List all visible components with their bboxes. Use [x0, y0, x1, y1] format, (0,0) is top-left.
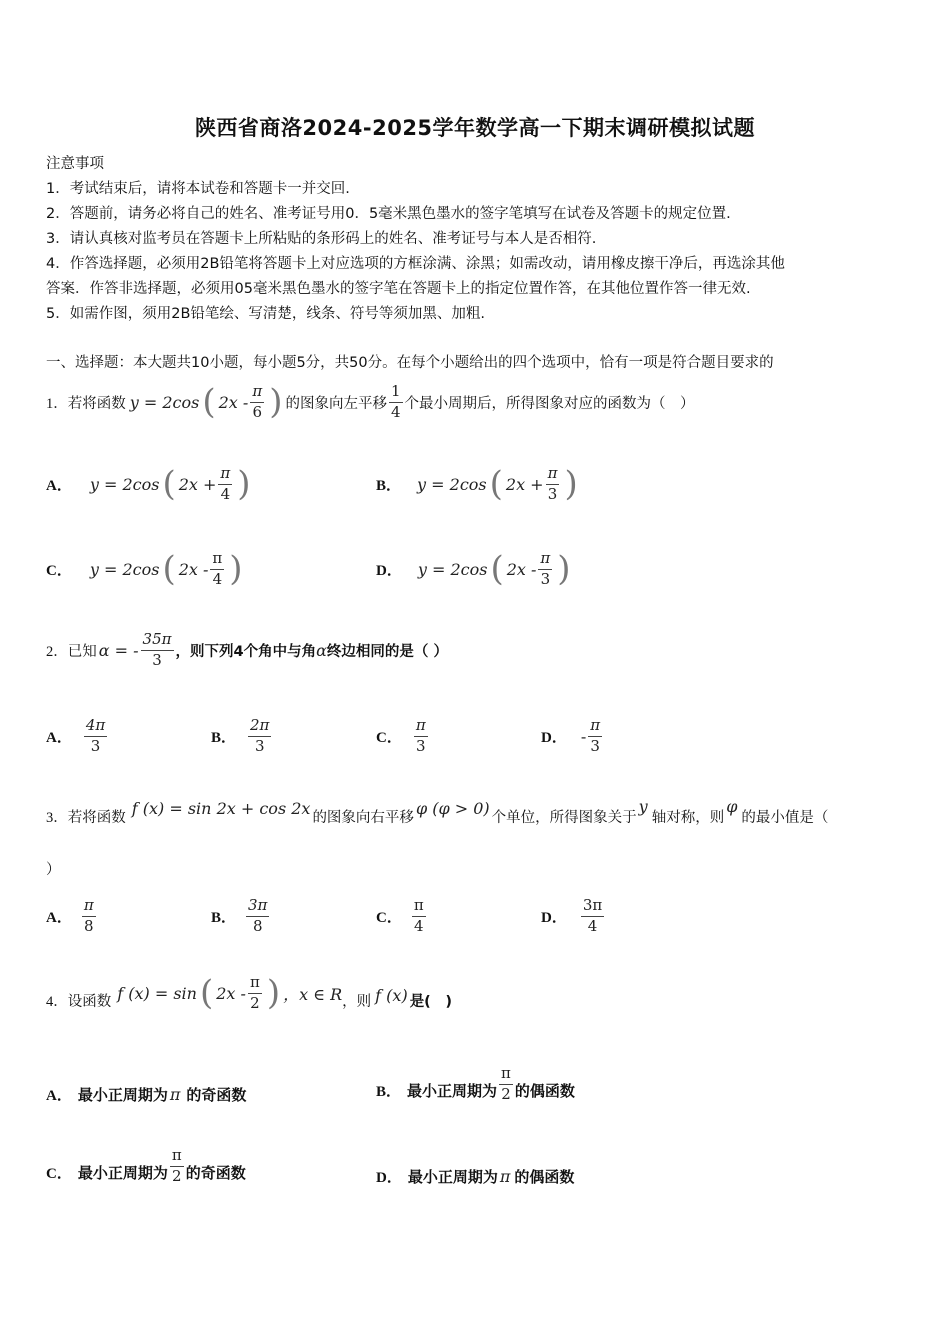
- inner-expr: 2x -: [216, 983, 246, 1003]
- question-text: 的最小值是（: [741, 809, 829, 826]
- fraction: $\frac{\pi}{2}$: [249, 972, 260, 1012]
- option-expr: y = 2cos: [89, 474, 160, 494]
- function-expr: f (x) = sin 2x + cos 2x: [131, 798, 311, 818]
- option-d[interactable]: [541, 892, 606, 940]
- option-text: 的偶函数: [514, 1167, 575, 1186]
- option-text: 最小正周期为: [77, 1085, 168, 1104]
- option-c[interactable]: [46, 545, 246, 593]
- fraction: $\frac{\pi}{6}$: [252, 381, 263, 421]
- left-paren: (: [162, 464, 176, 504]
- right-paren: ): [557, 549, 571, 589]
- notice-item: 答案．作答非选择题，必须用05毫米黑色墨水的签字笔在答题卡上的指定位置作答，在其他位置作答一律无效.: [46, 281, 751, 297]
- option-letter: A．: [46, 477, 72, 494]
- question-text: 轴对称，则: [651, 809, 725, 826]
- fraction: $\frac{\pi}{8}$: [83, 895, 94, 935]
- question-text: ，则下列4个角中与角: [175, 643, 317, 660]
- fraction: $\frac{\pi}{4}$: [413, 895, 424, 935]
- option-letter: C．: [46, 1165, 72, 1182]
- inner-expr: 2x -: [178, 559, 209, 579]
- option-a[interactable]: [46, 892, 98, 940]
- option-c[interactable]: [376, 712, 430, 760]
- left-paren: (: [199, 973, 214, 1013]
- option-d[interactable]: [376, 545, 574, 593]
- left-paren: (: [202, 382, 216, 422]
- inner-expr: 2x +: [505, 474, 544, 494]
- function-expr: f (x) = sin: [117, 983, 197, 1003]
- option-letter: A．: [46, 909, 72, 926]
- question-text: 是( ): [409, 993, 452, 1010]
- fraction: $\frac{\pi}{3}$: [547, 463, 558, 503]
- fraction: $\frac{4\pi}{3}$: [85, 715, 106, 755]
- y-symbol: y: [638, 796, 648, 816]
- question-text: ，则: [342, 993, 372, 1010]
- option-letter: B．: [376, 477, 402, 494]
- option-expr: y = 2cos: [417, 559, 488, 579]
- fraction: $\frac{2\pi}{3}$: [250, 715, 270, 755]
- alpha-symbol: α: [316, 640, 327, 660]
- option-expr: y = 2cos: [417, 474, 487, 494]
- question-number: 2．: [46, 643, 68, 660]
- fraction: $\frac{\pi}{3}$: [415, 715, 426, 755]
- question-4: [46, 972, 452, 1024]
- question-number: 3．: [46, 809, 68, 826]
- fraction: $\frac{\pi}{4}$: [220, 463, 231, 503]
- option-letter: C．: [376, 729, 402, 746]
- option-expr: y = 2cos: [89, 559, 160, 579]
- notice-item: 3．请认真核对监考员在答题卡上所粘贴的条形码上的姓名、准考证号与本人是否相符.: [46, 231, 597, 247]
- option-letter: A．: [46, 1087, 72, 1104]
- pi-symbol: π: [169, 1084, 181, 1104]
- question-1: [46, 378, 695, 426]
- option-text: 最小正周期为: [407, 1081, 498, 1100]
- option-d[interactable]: [541, 712, 604, 760]
- fraction: $\frac{\pi}{3}$: [540, 548, 551, 588]
- phi-expr: φ (φ > 0): [415, 798, 490, 818]
- option-letter: D．: [541, 909, 567, 926]
- option-letter: B．: [376, 1083, 402, 1100]
- question-text: 已知: [67, 643, 97, 660]
- fraction: $\frac{\pi}{2}$: [501, 1063, 511, 1103]
- fraction: $\frac{3\pi}{8}$: [248, 895, 268, 935]
- option-a[interactable]: [46, 460, 254, 508]
- option-text: 最小正周期为: [407, 1167, 498, 1186]
- notice-item: 1．考试结束后，请将本试卷和答题卡一并交回.: [46, 181, 350, 197]
- fraction: $\frac{\pi}{3}$: [590, 715, 601, 755]
- option-b[interactable]: [376, 1060, 575, 1120]
- question-text: 若将函数: [67, 395, 126, 412]
- domain-expr: ，x ∈ R: [283, 984, 343, 1004]
- left-paren: (: [162, 549, 176, 589]
- option-text: 的偶函数: [514, 1081, 575, 1100]
- option-a[interactable]: [46, 1068, 246, 1120]
- option-letter: D．: [541, 729, 567, 746]
- option-sign: -: [580, 726, 587, 746]
- option-b[interactable]: [211, 712, 273, 760]
- question-text: 若将函数: [67, 809, 126, 826]
- left-paren: (: [490, 549, 504, 589]
- option-letter: D．: [376, 562, 402, 579]
- left-paren: (: [489, 464, 503, 504]
- inner-expr: 2x -: [218, 392, 249, 412]
- notice-item: 4．作答选择题，必须用2B铅笔将答题卡上对应选项的方框涂满、涂黑；如需改动，请用橡皮擦干净后，再选涂其他: [46, 256, 785, 272]
- inner-expr: 2x -: [506, 559, 537, 579]
- function-expr: y = 2cos: [129, 392, 200, 412]
- notice-item: 2．答题前，请务必将自己的姓名、准考证号用0．5毫米黑色墨水的签字笔填写在试卷及答题卡的规定位置.: [46, 206, 731, 222]
- right-paren: ): [564, 464, 578, 504]
- alpha-expr: α = -: [98, 640, 139, 660]
- option-letter: B．: [211, 909, 237, 926]
- question-text: 终边相同的是（ ）: [326, 643, 448, 660]
- right-paren: ): [266, 973, 281, 1013]
- option-letter: D．: [376, 1169, 402, 1186]
- phi-symbol: φ: [726, 796, 738, 816]
- option-letter: B．: [211, 729, 237, 746]
- option-letter: A．: [46, 729, 72, 746]
- question-text: 设函数: [67, 993, 112, 1010]
- fraction: $\frac{1}{4}$: [390, 381, 401, 421]
- question-number: 4．: [46, 993, 68, 1010]
- question-text: 个最小周期后，所得图象对应的函数为（ ）: [404, 395, 695, 412]
- page-title: 陕西省商洛2024-2025学年数学高一下期末调研模拟试题: [194, 116, 756, 140]
- option-c[interactable]: [46, 1142, 246, 1202]
- option-letter: C．: [46, 562, 72, 579]
- right-paren: ): [237, 464, 251, 504]
- question-number: 1．: [46, 395, 68, 412]
- question-3: [46, 792, 828, 840]
- question-2: [46, 626, 448, 674]
- fraction: $\frac{35\pi}{3}$: [142, 629, 172, 669]
- fx-expr: f (x): [375, 985, 408, 1005]
- question-text: 的图象向左平移: [285, 395, 387, 412]
- notice-item: 5．如需作图，须用2B铅笔绘、写清楚，线条、符号等须加黑、加粗.: [46, 306, 486, 322]
- option-text: 的奇函数: [186, 1085, 247, 1104]
- section-heading: 一、选择题：本大题共10小题，每小题5分，共50分。在每个小题给出的四个选项中，恰有一项是符合题目要求的: [46, 355, 774, 371]
- pi-symbol: π: [499, 1166, 511, 1186]
- right-paren: ): [229, 549, 243, 589]
- question-text: 的图象向右平移: [312, 809, 414, 826]
- option-letter: C．: [376, 909, 402, 926]
- option-text: 的奇函数: [185, 1163, 246, 1182]
- fraction: $\frac{\pi}{2}$: [171, 1145, 182, 1185]
- question-text: 个单位，所得图象关于: [491, 809, 637, 826]
- option-text: 最小正周期为: [77, 1163, 168, 1182]
- question-text: ）: [46, 862, 61, 878]
- fraction: $\frac{\pi}{4}$: [212, 548, 223, 588]
- fraction: $\frac{3\pi}{4}$: [582, 895, 603, 935]
- option-c[interactable]: [376, 892, 428, 940]
- option-b[interactable]: [211, 892, 271, 940]
- right-paren: ): [269, 382, 283, 422]
- option-d[interactable]: [376, 1150, 574, 1202]
- notice-heading: 注意事项: [46, 156, 104, 172]
- option-b[interactable]: [376, 460, 581, 508]
- inner-expr: 2x +: [178, 474, 217, 494]
- option-a[interactable]: [46, 712, 109, 760]
